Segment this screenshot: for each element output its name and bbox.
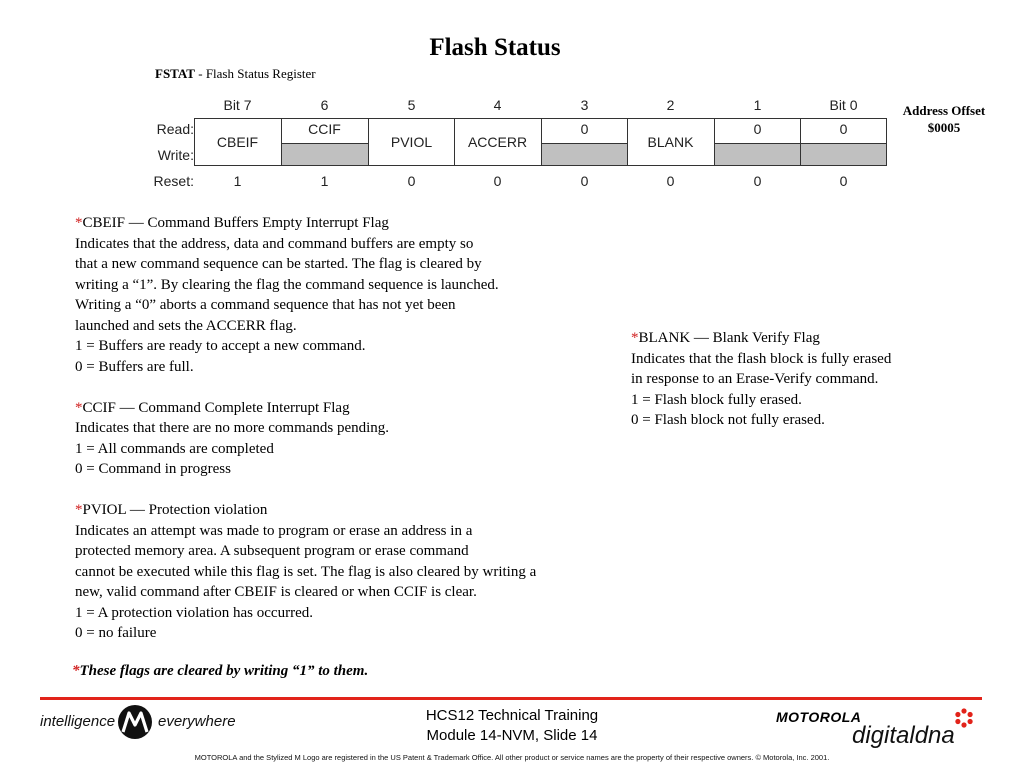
body-line: cannot be executed while this flag is set. The flag is also cleared by writing a [75, 563, 537, 580]
read-cell-bit7: CBEIF [216, 134, 259, 150]
asterisk: * [75, 502, 83, 518]
body-line: 0 = Flash block not fully erased. [631, 412, 825, 428]
body-line: Writing a “0” aborts a command sequence that has not yet been [75, 297, 456, 313]
section-heading [75, 500, 635, 521]
divider [714, 143, 887, 144]
reset-value: 0 [407, 173, 416, 189]
body-line: Indicates that there are no more commands pending. [75, 420, 390, 436]
read-cell-bit6: CCIF [308, 121, 341, 137]
bit-header: 2 [666, 97, 675, 113]
bit-header: 4 [493, 97, 502, 113]
reset-value: 1 [320, 173, 329, 189]
bit-header: 3 [580, 97, 589, 113]
bit-header: 1 [753, 97, 762, 113]
asterisk: * [631, 330, 639, 346]
footer-course-info [380, 706, 644, 746]
body-line: writing a “1”. By clearing the flag the command sequence is launched. [75, 276, 499, 293]
flag-description-right [631, 328, 1001, 431]
asterisk: * [72, 663, 80, 679]
section-heading [631, 328, 1001, 349]
read-cell-bit4: ACCERR [467, 134, 528, 150]
motorola-m-icon [118, 705, 152, 739]
flag-descriptions-left [75, 213, 635, 644]
body-line: Indicates an attempt was made to program or erase an address in a [75, 522, 473, 539]
row-label-write: Write: [157, 147, 194, 163]
body-line: 1 = A protection violation has occurred. [75, 604, 313, 621]
heading-ccif: CCIF — Command Complete Interrupt Flag [82, 399, 350, 416]
m-glyph-icon [121, 710, 149, 734]
reset-value: 1 [233, 173, 242, 189]
bit-header: 6 [320, 97, 329, 113]
reset-value: 0 [666, 173, 675, 189]
clear-note [72, 663, 368, 680]
section-heading [75, 398, 635, 419]
asterisk: * [75, 215, 83, 231]
read-cell-bit2: BLANK [647, 134, 694, 150]
read-cell-bit3: 0 [580, 121, 589, 137]
bit-header: Bit 0 [829, 97, 858, 113]
reset-value: 0 [839, 173, 848, 189]
heading-pviol: PVIOL — Protection violation [82, 502, 268, 518]
body-line: 1 = Buffers are ready to accept a new command. [75, 338, 366, 354]
body-line: 0 = Buffers are full. [75, 358, 194, 375]
register-description: - Flash Status Register [194, 66, 316, 81]
body-line: in response to an Erase-Verify command. [631, 371, 879, 387]
body-line: 1 = All commands are completed [75, 440, 274, 457]
asterisk: * [75, 399, 83, 416]
read-cell-bit0: 0 [839, 121, 848, 137]
read-cell-bit5: PVIOL [390, 134, 433, 150]
tagline-word-1: intelligence [40, 713, 116, 730]
address-offset-label: Address Offset [902, 103, 986, 118]
body-line: Indicates that the flash block is fully erased [631, 350, 892, 367]
body-line: new, valid command after CBEIF is cleared or when CCIF is clear. [75, 584, 477, 600]
legal-notice: MOTOROLA and the Stylized M Logo are registered in the US Patent & Trademark Office. All other product or service names are the property of their respective owners. © Motorola, Inc. 2001. [194, 753, 830, 762]
bit-header: 5 [407, 97, 416, 113]
register-name: FSTAT [155, 66, 195, 81]
read-cell-bit1: 0 [753, 121, 762, 137]
reset-value: 0 [580, 173, 589, 189]
digitaldna-wordmark: digitaldna [852, 722, 955, 749]
footer-rule [40, 697, 982, 700]
body-line: launched and sets the ACCERR flag. [75, 317, 297, 334]
spacer [75, 377, 635, 398]
slide-number: Module 14-NVM, Slide 14 [426, 727, 598, 744]
address-offset-value: $0005 [927, 120, 961, 135]
body-line: 1 = Flash block fully erased. [631, 391, 802, 408]
bit-header: Bit 7 [223, 97, 252, 113]
tagline-word-2: everywhere [158, 713, 236, 730]
motorola-wordmark: MOTOROLA [776, 709, 862, 725]
row-label-read: Read: [156, 121, 194, 137]
divider [541, 143, 627, 144]
register-caption [155, 66, 316, 82]
register-diagram [140, 94, 890, 194]
heading-blank: BLANK — Blank Verify Flag [638, 330, 820, 346]
course-title: HCS12 Technical Training [425, 707, 599, 724]
reset-value: 0 [753, 173, 762, 189]
reset-value: 0 [493, 173, 502, 189]
row-label-reset: Reset: [153, 173, 194, 189]
heading-cbeif: CBEIF — Command Buffers Empty Interrupt Flag [82, 215, 389, 231]
divider [281, 143, 368, 144]
section-heading [75, 213, 635, 234]
body-line: 0 = Command in progress [75, 461, 231, 477]
slide-title: Flash Status [429, 34, 561, 61]
body-line: that a new command sequence can be started. The flag is cleared by [75, 256, 482, 272]
note-text: These flags are cleared by writing “1” to them. [79, 663, 369, 679]
dna-star-icon [954, 708, 974, 733]
body-line: Indicates that the address, data and command buffers are empty so [75, 235, 474, 252]
body-line: 0 = no failure [75, 625, 157, 641]
address-offset [892, 102, 996, 136]
spacer [75, 480, 635, 501]
body-line: protected memory area. A subsequent program or erase command [75, 543, 469, 559]
